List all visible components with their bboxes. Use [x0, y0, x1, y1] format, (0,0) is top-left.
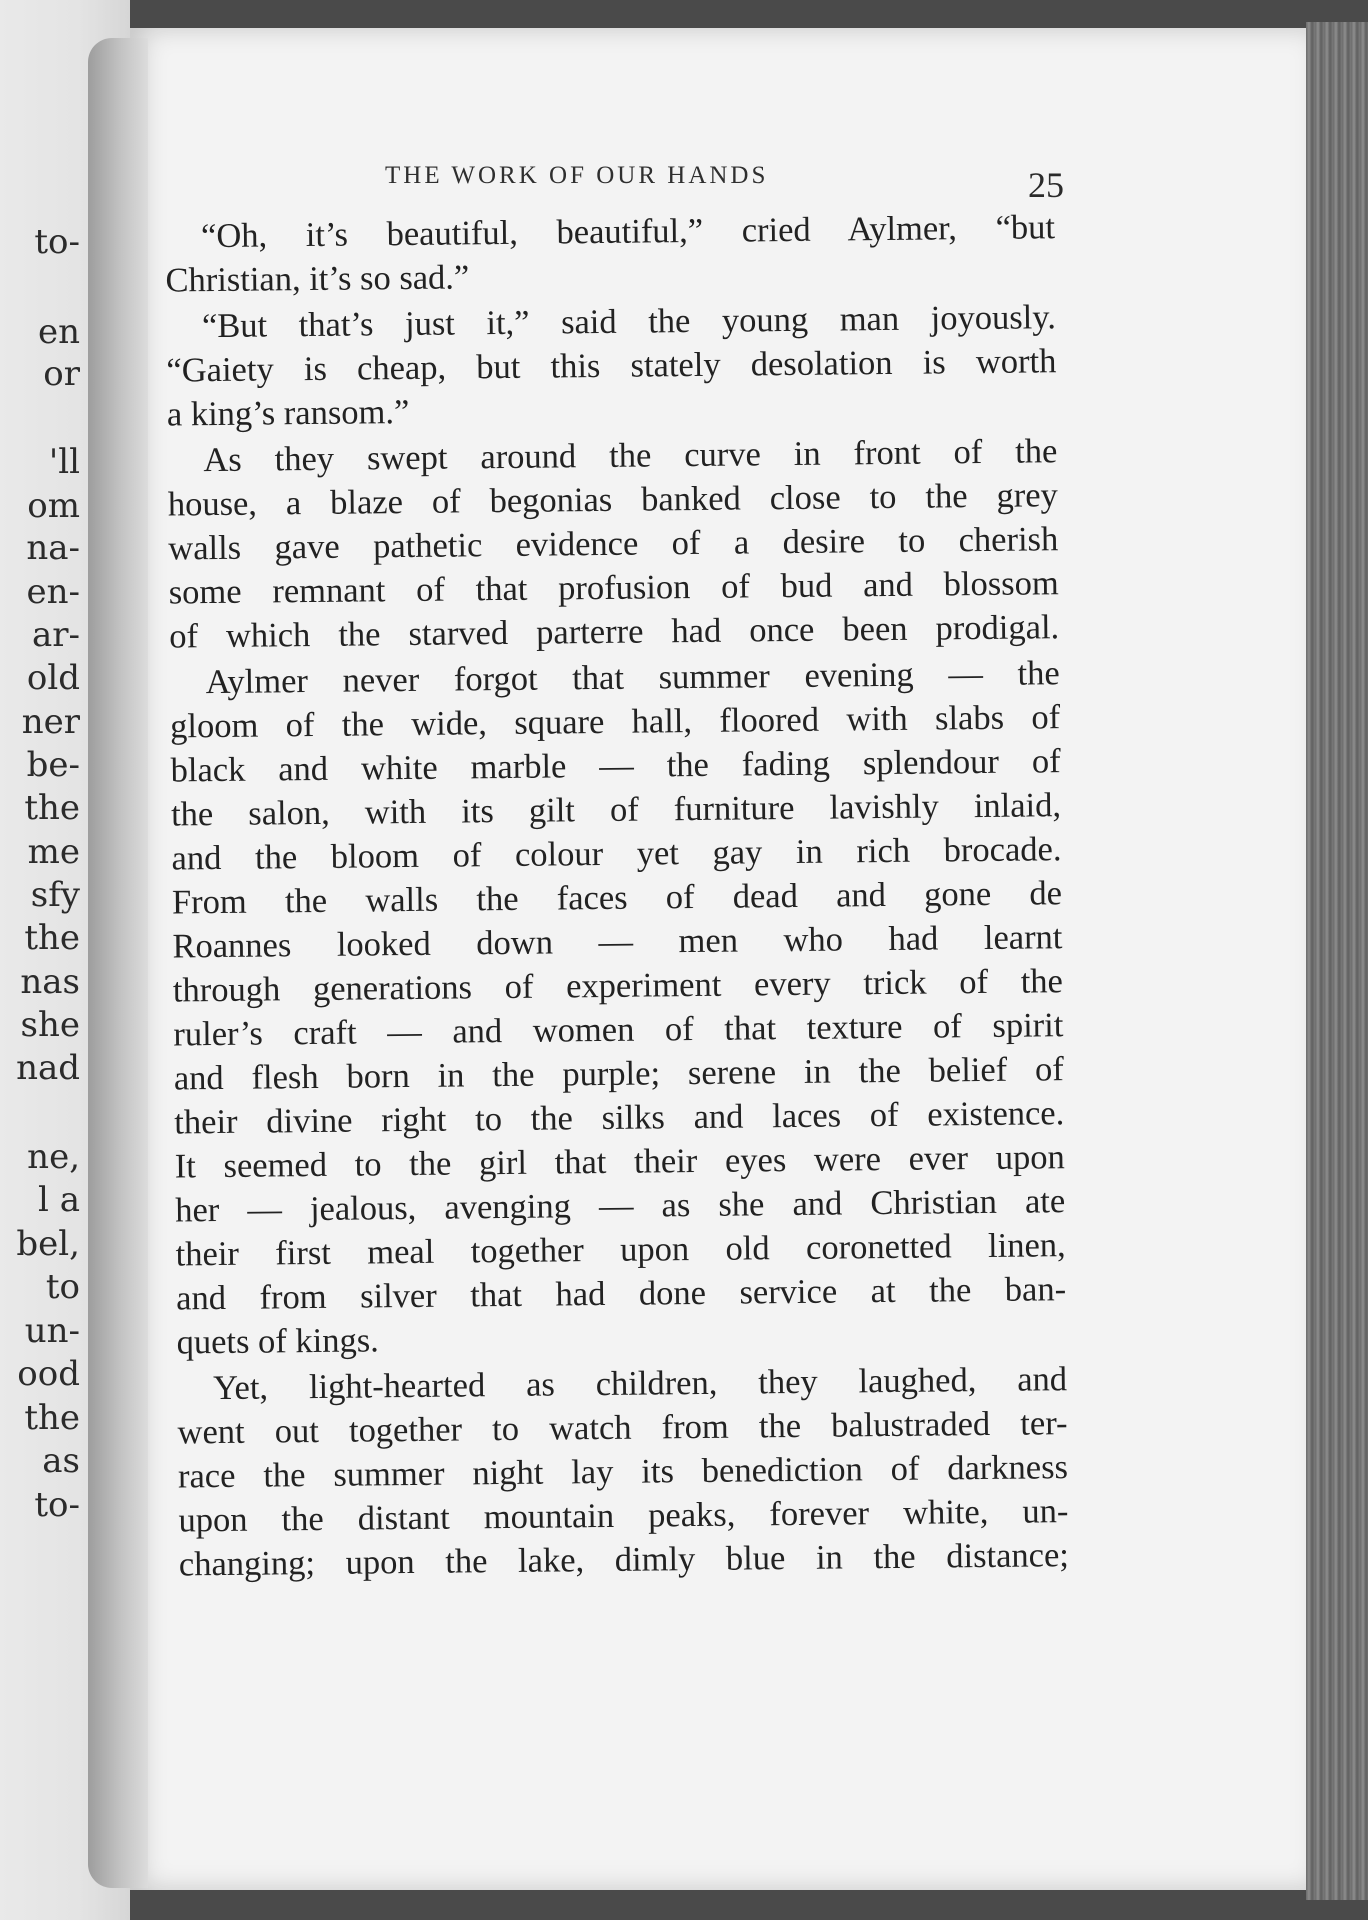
text-line: It seemed to the girl that their eyes were ever upon: [174, 1138, 1065, 1186]
text-line: From the walls the faces of dead and gone de: [171, 874, 1063, 922]
left-fragment: nas: [20, 962, 80, 1002]
text-line: “But that’s just it,” said the young man joyously.: [201, 298, 1057, 346]
left-fragment: to-: [34, 222, 80, 262]
left-fragment: the: [24, 918, 80, 958]
left-fragment: to-: [34, 1485, 80, 1525]
text-line: the salon, with its gilt of furniture lavishly inlaid,: [170, 786, 1062, 834]
text-line: and from silver that had done service at the ban-: [175, 1270, 1067, 1318]
text-line: house, a blaze of begonias banked close to the grey: [167, 476, 1058, 524]
left-fragment: ne,: [27, 1137, 80, 1177]
text-line: and the bloom of colour yet gay in rich brocade.: [171, 830, 1062, 878]
running-head: THE WORK OF OUR HANDS: [385, 162, 769, 189]
left-fragment: old: [26, 658, 80, 698]
left-fragment: or: [43, 354, 80, 394]
text-line: “Oh, it’s beautiful, beautiful,” cried Aylmer, “but: [200, 208, 1056, 256]
text-line: Aylmer never forgot that summer evening — the: [205, 654, 1060, 702]
text-line: their first meal together upon old coronetted linen,: [175, 1226, 1066, 1274]
text-line: gloom of the wide, square hall, floored with slabs of: [169, 698, 1061, 746]
text-line: of which the starved parterre had once been prodigal.: [169, 608, 1060, 656]
text-line: black and white marble — the fading splendour of: [170, 742, 1061, 790]
left-fragment: be-: [26, 745, 80, 785]
left-fragment: as: [42, 1441, 80, 1481]
left-fragment: sfy: [30, 875, 80, 915]
left-fragment: the: [24, 1398, 80, 1438]
left-fragment: l a: [38, 1180, 80, 1220]
text-line: quets of kings.: [176, 1321, 380, 1362]
left-fragment: ood: [17, 1354, 80, 1394]
left-fragment: she: [20, 1005, 80, 1045]
text-line: “Gaiety is cheap, but this stately desolation is worth: [166, 342, 1057, 390]
left-fragment: the: [24, 788, 80, 828]
left-fragment: to: [45, 1267, 80, 1307]
left-fragment: un-: [24, 1311, 80, 1351]
text-line: Roannes looked down — men who had learnt: [172, 918, 1063, 966]
text-line: walls gave pathetic evidence of a desire to cherish: [168, 520, 1059, 568]
text-line: changing; upon the lake, dimly blue in the distance;: [178, 1536, 1070, 1584]
left-fragment: en: [37, 312, 80, 352]
text-line: Yet, light-hearted as children, they laughed, and: [212, 1360, 1068, 1408]
left-fragment: en-: [26, 572, 80, 612]
text-line: a king’s ransom.”: [166, 392, 410, 434]
text-line: went out together to watch from the balustraded ter-: [177, 1404, 1068, 1452]
left-fragment: om: [27, 486, 80, 526]
text-line: race the summer night lay its benediction of darkness: [177, 1448, 1069, 1496]
text-line: through generations of experiment every trick of the: [172, 962, 1064, 1010]
text-line: some remnant of that profusion of bud and blossom: [168, 564, 1059, 612]
text-line: and flesh born in the purple; serene in the belief of: [173, 1050, 1064, 1098]
text-line: her — jealous, avenging — as she and Christian ate: [175, 1182, 1066, 1230]
left-fragment: me: [27, 832, 80, 872]
left-fragment: na-: [26, 528, 80, 568]
left-fragment: nad: [16, 1048, 80, 1088]
text-line: ruler’s craft — and women of that texture of spirit: [173, 1006, 1064, 1054]
text-line: their divine right to the silks and laces of existence.: [174, 1094, 1065, 1142]
left-fragment: ner: [21, 702, 80, 742]
text-line: As they swept around the curve in front of the: [203, 432, 1058, 480]
page-number: 25: [1028, 165, 1064, 205]
left-fragment: 'll: [48, 442, 80, 482]
text-line: Christian, it’s so sad.”: [165, 258, 470, 300]
text-line: upon the distant mountain peaks, forever white, un-: [178, 1492, 1069, 1540]
left-fragment: bel,: [16, 1224, 80, 1264]
left-fragment: ar-: [31, 615, 80, 655]
